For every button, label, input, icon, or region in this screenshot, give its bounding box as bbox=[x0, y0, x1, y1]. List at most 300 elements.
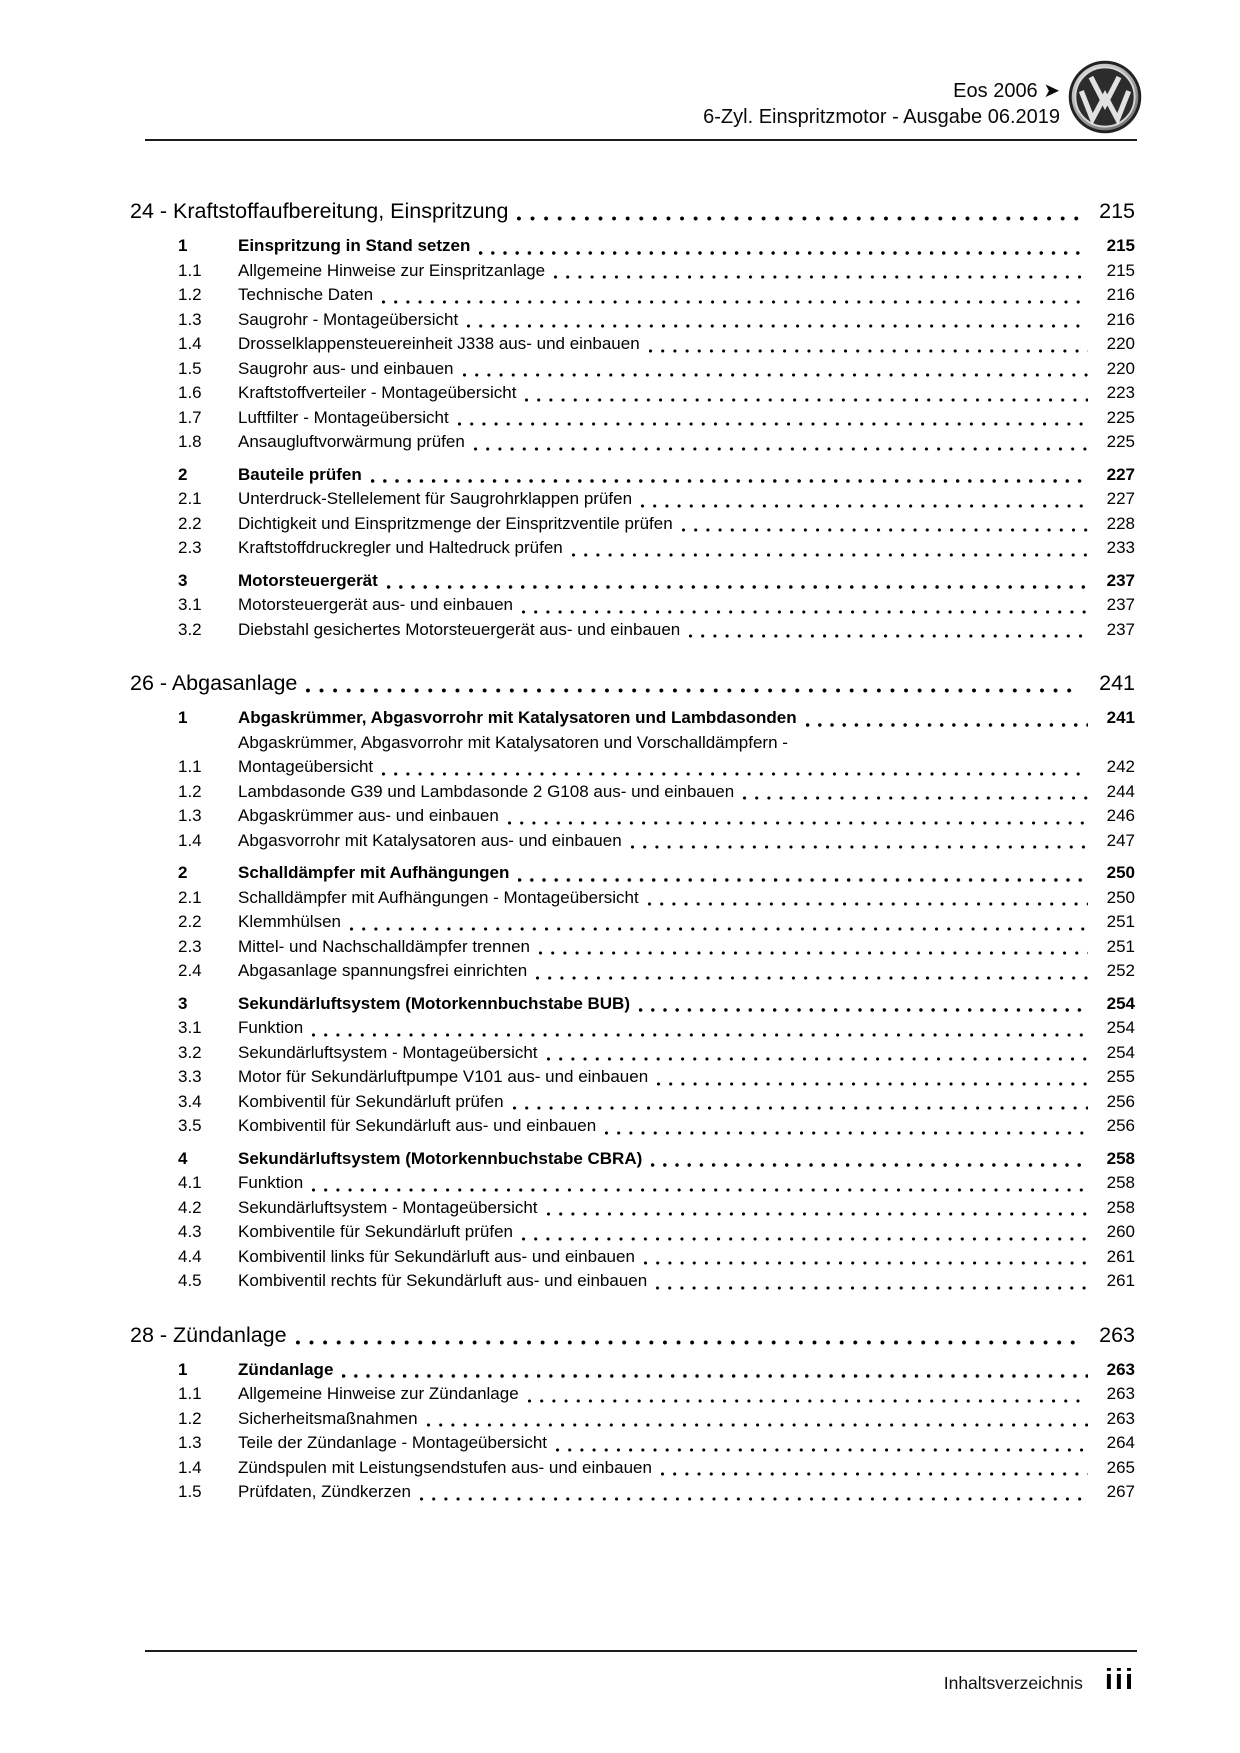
entry-page-number: 215 bbox=[1106, 236, 1135, 255]
dot-leader bbox=[547, 1212, 1088, 1216]
dot-leader bbox=[572, 553, 1088, 557]
entry-number: 1.1 bbox=[178, 1384, 202, 1403]
toc-entry bbox=[178, 731, 1135, 780]
entry-title bbox=[238, 512, 1091, 537]
entry-number: 1 bbox=[178, 1359, 188, 1379]
entry-page-number: 254 bbox=[1106, 1018, 1135, 1037]
chapter-entries bbox=[130, 234, 1135, 642]
footer-rule bbox=[145, 1650, 1137, 1652]
entry-number: 3.1 bbox=[178, 595, 202, 614]
toc-entry bbox=[178, 618, 1135, 643]
entry-number: 1.4 bbox=[178, 830, 202, 850]
entry-title-lastline bbox=[238, 487, 1091, 512]
entry-page-number: 254 bbox=[1106, 1042, 1135, 1062]
entry-title-text: Allgemeine Hinweise zur Zündanlage bbox=[238, 1384, 519, 1403]
toc-entry bbox=[178, 1041, 1135, 1066]
entry-title-lastline bbox=[238, 381, 1091, 406]
toc-chapter-heading bbox=[130, 196, 1135, 226]
entry-page-number: 250 bbox=[1106, 863, 1135, 882]
entry-title-text: Einspritzung in Stand setzen bbox=[238, 236, 471, 255]
entry-title bbox=[238, 1220, 1091, 1245]
toc-entry bbox=[178, 308, 1135, 333]
toc-entry bbox=[178, 1407, 1135, 1432]
dot-leader bbox=[528, 1399, 1088, 1403]
entry-number: 1.8 bbox=[178, 432, 202, 451]
toc-entry bbox=[178, 463, 1135, 488]
dot-leader bbox=[689, 634, 1088, 638]
entry-title-text: Bauteile prüfen bbox=[238, 464, 362, 484]
toc bbox=[130, 196, 1135, 1505]
entry-page-number: 244 bbox=[1106, 781, 1135, 801]
entry-number: 1.3 bbox=[178, 806, 202, 825]
entry-number: 2.1 bbox=[178, 887, 202, 907]
toc-entry bbox=[178, 381, 1135, 406]
entry-number: 1 bbox=[178, 708, 188, 727]
entry-title-lastline bbox=[238, 1431, 1091, 1456]
header-subtitle-line: 6-Zyl. Einspritzmotor - Ausgabe 06.2019 bbox=[703, 106, 1060, 128]
toc-entry bbox=[178, 1220, 1135, 1245]
dot-leader bbox=[371, 479, 1088, 483]
entry-title bbox=[238, 234, 1091, 259]
entry-title bbox=[238, 569, 1091, 594]
entry-title bbox=[238, 1171, 1091, 1196]
entry-title-lastline bbox=[238, 283, 1091, 308]
toc-entry bbox=[178, 259, 1135, 284]
entry-title-lastline bbox=[238, 259, 1091, 284]
entry-title-lastline bbox=[238, 512, 1091, 537]
entry-title-text: Abgaskrümmer, Abgasvorrohr mit Katalysatoren und Lambdasonden bbox=[238, 708, 797, 727]
entry-title-lastline bbox=[238, 1220, 1091, 1245]
entry-title bbox=[238, 706, 1091, 731]
entry-title-lastline bbox=[238, 536, 1091, 561]
entry-title bbox=[238, 1065, 1091, 1090]
dot-leader bbox=[479, 251, 1088, 255]
dot-leader bbox=[508, 821, 1088, 825]
entry-number: 3.2 bbox=[178, 1042, 202, 1062]
entry-title bbox=[238, 618, 1091, 643]
entry-title bbox=[238, 1147, 1091, 1172]
dot-leader bbox=[458, 422, 1088, 426]
entry-title-lastline bbox=[238, 234, 1091, 259]
entry-title bbox=[238, 1358, 1091, 1383]
entry-title-lastline bbox=[238, 1269, 1091, 1294]
toc-entry bbox=[178, 1114, 1135, 1139]
toc-entry bbox=[178, 1245, 1135, 1270]
dot-leader bbox=[312, 1188, 1088, 1192]
entry-title-lastline bbox=[238, 1245, 1091, 1270]
toc-entry bbox=[178, 959, 1135, 984]
entry-title-text: Kombiventil für Sekundärluft prüfen bbox=[238, 1091, 504, 1111]
dot-leader bbox=[631, 845, 1088, 849]
entry-page-number: 256 bbox=[1106, 1091, 1135, 1111]
entry-title bbox=[238, 406, 1091, 431]
entry-title-text: Luftfilter - Montageübersicht bbox=[238, 407, 449, 427]
entry-number: 1.2 bbox=[178, 1408, 202, 1428]
entry-title-lastline bbox=[238, 430, 1091, 455]
toc-entry bbox=[178, 910, 1135, 935]
entry-page-number: 223 bbox=[1106, 383, 1135, 402]
entry-title-text: Abgasvorrohr mit Katalysatoren aus- und einbauen bbox=[238, 830, 622, 850]
dot-leader bbox=[651, 1163, 1088, 1167]
dot-leader bbox=[306, 688, 1080, 693]
toc-chapter bbox=[130, 196, 1135, 642]
chapter-page-number: 215 bbox=[1099, 199, 1135, 223]
entry-title-lastline bbox=[238, 332, 1091, 357]
entry-title bbox=[238, 536, 1091, 561]
toc-entry bbox=[178, 1065, 1135, 1090]
entry-number: 4.4 bbox=[178, 1246, 202, 1266]
entry-title bbox=[238, 308, 1091, 333]
entry-title-text: Schalldämpfer mit Aufhängungen - Montageübersicht bbox=[238, 887, 639, 907]
entry-number: 3.1 bbox=[178, 1018, 202, 1037]
toc-entry bbox=[178, 1147, 1135, 1172]
entry-title bbox=[238, 910, 1091, 935]
entry-title-lastline bbox=[238, 1016, 1091, 1041]
entry-title-text: Unterdruck-Stellelement für Saugrohrklappen prüfen bbox=[238, 489, 633, 508]
entry-page-number: 227 bbox=[1106, 489, 1135, 508]
entry-title-text: Lambdasonde G39 und Lambdasonde 2 G108 aus- und einbauen bbox=[238, 781, 735, 801]
entry-title bbox=[238, 992, 1091, 1017]
entry-page-number: 251 bbox=[1106, 912, 1135, 931]
vw-logo-icon bbox=[1068, 60, 1142, 134]
entry-title bbox=[238, 283, 1091, 308]
entry-title-text: Mittel- und Nachschalldämpfer trennen bbox=[238, 936, 530, 956]
dot-leader bbox=[518, 878, 1088, 882]
entry-page-number: 256 bbox=[1106, 1116, 1135, 1135]
entry-title bbox=[238, 1114, 1091, 1139]
entry-title-lastline bbox=[238, 910, 1091, 935]
entry-number: 1.1 bbox=[178, 757, 202, 776]
toc-entry bbox=[178, 829, 1135, 854]
entry-number: 3.3 bbox=[178, 1067, 202, 1086]
toc-chapter-heading bbox=[130, 668, 1135, 698]
toc-entry bbox=[178, 1382, 1135, 1407]
entry-number: 3.4 bbox=[178, 1091, 202, 1111]
entry-page-number: 263 bbox=[1106, 1384, 1135, 1403]
dot-leader bbox=[513, 1106, 1088, 1110]
entry-title bbox=[238, 1016, 1091, 1041]
dot-leader bbox=[522, 610, 1088, 614]
entry-title-text: Ansaugluftvorwärmung prüfen bbox=[238, 432, 465, 451]
entry-title bbox=[238, 731, 1091, 780]
entry-title-text: Sekundärluftsystem (Motorkennbuchstabe BUB) bbox=[238, 993, 630, 1013]
dot-leader bbox=[463, 373, 1089, 377]
entry-title bbox=[238, 463, 1091, 488]
entry-title-lastline bbox=[238, 861, 1091, 886]
entry-title-text: Motorsteuergerät bbox=[238, 570, 378, 590]
toc-entry bbox=[178, 536, 1135, 561]
entry-title bbox=[238, 804, 1091, 829]
dot-leader bbox=[427, 1423, 1088, 1427]
entry-title-text: Kraftstoffdruckregler und Haltedruck prüfen bbox=[238, 538, 563, 557]
chapter-number-title bbox=[130, 196, 508, 226]
entry-number: 1 bbox=[178, 236, 188, 255]
toc-entry bbox=[178, 283, 1135, 308]
entry-title-text: Kombiventil links für Sekundärluft aus- und einbauen bbox=[238, 1246, 635, 1266]
entry-page-number: 263 bbox=[1106, 1408, 1135, 1428]
entry-page-number: 267 bbox=[1106, 1482, 1135, 1501]
entry-title-text: Zündspulen mit Leistungsendstufen aus- und einbauen bbox=[238, 1457, 652, 1477]
entry-title-lastline bbox=[238, 406, 1091, 431]
entry-number: 1.7 bbox=[178, 407, 202, 427]
entry-number: 1.3 bbox=[178, 1433, 202, 1452]
chapter-number: 28 bbox=[130, 1322, 154, 1347]
entry-title-line: Abgaskrümmer, Abgasvorrohr mit Katalysatoren und Vorschalldämpfern - bbox=[238, 732, 788, 752]
entry-number: 2 bbox=[178, 863, 188, 882]
entry-page-number: 254 bbox=[1106, 993, 1135, 1013]
entry-page-number: 216 bbox=[1106, 309, 1135, 329]
entry-page-number: 250 bbox=[1106, 887, 1135, 907]
entry-page-number: 264 bbox=[1106, 1433, 1135, 1452]
dot-leader bbox=[554, 275, 1088, 279]
entry-title-lastline bbox=[238, 593, 1091, 618]
entry-number: 1.2 bbox=[178, 781, 202, 801]
toc-entry bbox=[178, 593, 1135, 618]
entry-title bbox=[238, 430, 1091, 455]
toc-entry bbox=[178, 992, 1135, 1017]
entry-title-text: Dichtigkeit und Einspritzmenge der Einspritzventile prüfen bbox=[238, 513, 673, 533]
chapter-title: Abgasanlage bbox=[171, 671, 298, 695]
entry-title-lastline bbox=[238, 1114, 1091, 1139]
entry-page-number: 265 bbox=[1106, 1457, 1135, 1477]
entry-number: 2.1 bbox=[178, 489, 202, 508]
entry-title bbox=[238, 959, 1091, 984]
entry-title-lastline bbox=[238, 1090, 1091, 1115]
footer-page-number: iii bbox=[1104, 1664, 1135, 1696]
toc-chapter bbox=[130, 668, 1135, 1294]
dot-leader bbox=[556, 1448, 1088, 1452]
toc-entry bbox=[178, 487, 1135, 512]
dot-leader bbox=[639, 1008, 1088, 1012]
entry-title bbox=[238, 1245, 1091, 1270]
chapter-entries bbox=[130, 706, 1135, 1294]
entry-title-lastline bbox=[238, 1456, 1091, 1481]
entry-title-text: Saugrohr aus- und einbauen bbox=[238, 358, 454, 378]
entry-number: 1.4 bbox=[178, 334, 202, 353]
header-rule bbox=[145, 139, 1137, 141]
entry-title-lastline bbox=[238, 618, 1091, 643]
toc-entry bbox=[178, 332, 1135, 357]
entry-title-text: Kraftstoffverteiler - Montageübersicht bbox=[238, 383, 517, 402]
entry-title-text: Zündanlage bbox=[238, 1359, 334, 1379]
entry-title-text: Kombiventil rechts für Sekundärluft aus- und einbauen bbox=[238, 1271, 648, 1290]
dot-leader bbox=[382, 300, 1088, 304]
toc-entry bbox=[178, 1269, 1135, 1294]
dot-leader bbox=[536, 976, 1088, 980]
chapter-page-number: 263 bbox=[1099, 1322, 1135, 1347]
entry-title bbox=[238, 780, 1091, 805]
entry-title bbox=[238, 829, 1091, 854]
entry-title bbox=[238, 1480, 1091, 1505]
chapter-separator: - bbox=[153, 671, 172, 695]
entry-page-number: 225 bbox=[1106, 432, 1135, 451]
dot-leader bbox=[641, 504, 1088, 508]
dot-leader bbox=[682, 528, 1088, 532]
entry-title-text: Sekundärluftsystem - Montageübersicht bbox=[238, 1042, 538, 1062]
chapter-number-title bbox=[130, 1320, 287, 1350]
dot-leader bbox=[605, 1131, 1088, 1135]
entry-title-text: Kombiventile für Sekundärluft prüfen bbox=[238, 1222, 513, 1241]
entry-number: 1.3 bbox=[178, 309, 202, 329]
dot-leader bbox=[387, 585, 1088, 589]
entry-number: 4.3 bbox=[178, 1222, 202, 1241]
entry-number: 2.4 bbox=[178, 961, 202, 980]
entry-title bbox=[238, 259, 1091, 284]
dot-leader bbox=[656, 1286, 1088, 1290]
entry-title-lastline bbox=[238, 357, 1091, 382]
toc-entry bbox=[178, 430, 1135, 455]
entry-title-lastline bbox=[238, 1382, 1091, 1407]
entry-title-text: Klemmhülsen bbox=[238, 912, 341, 931]
entry-number: 2.2 bbox=[178, 513, 202, 533]
toc-entry bbox=[178, 886, 1135, 911]
entry-number: 2.2 bbox=[178, 912, 202, 931]
entry-number: 4 bbox=[178, 1148, 188, 1168]
entry-page-number: 251 bbox=[1106, 936, 1135, 956]
entry-title-text: Motor für Sekundärluftpumpe V101 aus- und einbauen bbox=[238, 1067, 649, 1086]
entry-title-text: Teile der Zündanlage - Montageübersicht bbox=[238, 1433, 548, 1452]
toc-entry bbox=[178, 1456, 1135, 1481]
entry-title-lastline bbox=[238, 1358, 1091, 1383]
dot-leader bbox=[539, 951, 1088, 955]
entry-title-text: Sekundärluftsystem - Montageübersicht bbox=[238, 1197, 538, 1217]
entry-title-text: Technische Daten bbox=[238, 285, 374, 304]
toc-entry bbox=[178, 234, 1135, 259]
toc-entry bbox=[178, 1090, 1135, 1115]
entry-title-lastline bbox=[238, 755, 1091, 780]
dot-leader bbox=[350, 927, 1088, 931]
dot-leader bbox=[525, 398, 1088, 402]
chapter-number: 26 bbox=[130, 671, 154, 695]
entry-title bbox=[238, 1196, 1091, 1221]
toc-entry bbox=[178, 1480, 1135, 1505]
entry-title bbox=[238, 357, 1091, 382]
entry-title-lastline bbox=[238, 1171, 1091, 1196]
toc-entry bbox=[178, 706, 1135, 731]
entry-page-number: 246 bbox=[1106, 806, 1135, 825]
entry-number: 2 bbox=[178, 464, 188, 484]
entry-page-number: 220 bbox=[1106, 358, 1135, 378]
entry-title-text: Saugrohr - Montageübersicht bbox=[238, 309, 459, 329]
entry-title bbox=[238, 1382, 1091, 1407]
dot-leader bbox=[547, 1057, 1088, 1061]
toc-chapter bbox=[130, 1320, 1135, 1505]
entry-page-number: 258 bbox=[1106, 1148, 1135, 1168]
dot-leader bbox=[806, 723, 1088, 727]
entry-number: 3 bbox=[178, 993, 188, 1013]
dot-leader bbox=[649, 349, 1088, 353]
entry-title-lastline bbox=[238, 706, 1091, 731]
entry-title-lastline bbox=[238, 829, 1091, 854]
page-footer bbox=[0, 1641, 1240, 1695]
entry-title bbox=[238, 1456, 1091, 1481]
dot-leader bbox=[474, 447, 1088, 451]
dot-leader bbox=[382, 772, 1088, 776]
toc-entry bbox=[178, 1358, 1135, 1383]
entry-page-number: 227 bbox=[1106, 464, 1135, 484]
entry-title-text: Abgaskrümmer aus- und einbauen bbox=[238, 806, 499, 825]
entry-title-text: Motorsteuergerät aus- und einbauen bbox=[238, 595, 514, 614]
toc-entry bbox=[178, 1171, 1135, 1196]
entry-title-lastline bbox=[238, 1196, 1091, 1221]
entry-title-text: Allgemeine Hinweise zur Einspritzanlage bbox=[238, 260, 546, 280]
entry-page-number: 237 bbox=[1106, 619, 1135, 639]
entry-title-line: Montageübersicht bbox=[238, 757, 374, 776]
entry-title-lastline bbox=[238, 1407, 1091, 1432]
entry-page-number: 263 bbox=[1106, 1359, 1135, 1379]
entry-title-lastline bbox=[238, 463, 1091, 488]
entry-title-lastline bbox=[238, 780, 1091, 805]
entry-title-text: Funktion bbox=[238, 1018, 304, 1037]
entry-title bbox=[238, 1090, 1091, 1115]
dot-leader bbox=[743, 796, 1088, 800]
entry-number: 1.1 bbox=[178, 260, 202, 280]
entry-title-lastline bbox=[238, 959, 1091, 984]
toc-entry bbox=[178, 406, 1135, 431]
entry-page-number: 233 bbox=[1106, 538, 1135, 557]
dot-leader bbox=[342, 1374, 1088, 1378]
toc-chapter-heading bbox=[130, 1320, 1135, 1350]
entry-number: 1.5 bbox=[178, 1482, 202, 1501]
header-model-line: Eos 2006 ➤ bbox=[953, 80, 1060, 102]
entry-page-number: 237 bbox=[1106, 595, 1135, 614]
toc-entry bbox=[178, 569, 1135, 594]
entry-title bbox=[238, 935, 1091, 960]
entry-title bbox=[238, 886, 1091, 911]
dot-leader bbox=[296, 1340, 1080, 1345]
chapter-entries bbox=[130, 1358, 1135, 1505]
toc-entry bbox=[178, 804, 1135, 829]
entry-number: 1.2 bbox=[178, 285, 202, 304]
page-header bbox=[0, 0, 1240, 141]
dot-leader bbox=[661, 1472, 1088, 1476]
entry-title bbox=[238, 1407, 1091, 1432]
toc-entry bbox=[178, 1016, 1135, 1041]
dot-leader bbox=[657, 1082, 1088, 1086]
toc-entry bbox=[178, 935, 1135, 960]
entry-page-number: 216 bbox=[1106, 285, 1135, 304]
toc-entry bbox=[178, 1431, 1135, 1456]
entry-title bbox=[238, 1041, 1091, 1066]
entry-title-lastline bbox=[238, 935, 1091, 960]
entry-page-number: 242 bbox=[1106, 757, 1135, 776]
entry-title bbox=[238, 332, 1091, 357]
chapter-number: 24 bbox=[130, 199, 154, 223]
entry-page-number: 258 bbox=[1106, 1173, 1135, 1192]
entry-page-number: 261 bbox=[1106, 1246, 1135, 1266]
entry-number: 2.3 bbox=[178, 936, 202, 956]
entry-title bbox=[238, 593, 1091, 618]
dot-leader bbox=[517, 216, 1080, 221]
entry-title-text: Sekundärluftsystem (Motorkennbuchstabe CBRA) bbox=[238, 1148, 643, 1168]
entry-number: 1.4 bbox=[178, 1457, 202, 1477]
entry-page-number: 247 bbox=[1106, 830, 1135, 850]
entry-title-text: Abgasanlage spannungsfrei einrichten bbox=[238, 961, 528, 980]
entry-title bbox=[238, 487, 1091, 512]
entry-page-number: 228 bbox=[1106, 513, 1135, 533]
entry-title-text: Kombiventil für Sekundärluft aus- und einbauen bbox=[238, 1116, 597, 1135]
entry-title bbox=[238, 381, 1091, 406]
chapter-separator: - bbox=[153, 199, 174, 223]
toc-entry bbox=[178, 512, 1135, 537]
entry-title-lastline bbox=[238, 308, 1091, 333]
entry-title-lastline bbox=[238, 1041, 1091, 1066]
chapter-title: Kraftstoffaufbereitung, Einspritzung bbox=[173, 199, 509, 223]
dot-leader bbox=[522, 1237, 1088, 1241]
entry-title bbox=[238, 1269, 1091, 1294]
entry-title-text: Drosselklappensteuereinheit J338 aus- und einbauen bbox=[238, 334, 640, 353]
entry-title-lastline bbox=[238, 992, 1091, 1017]
